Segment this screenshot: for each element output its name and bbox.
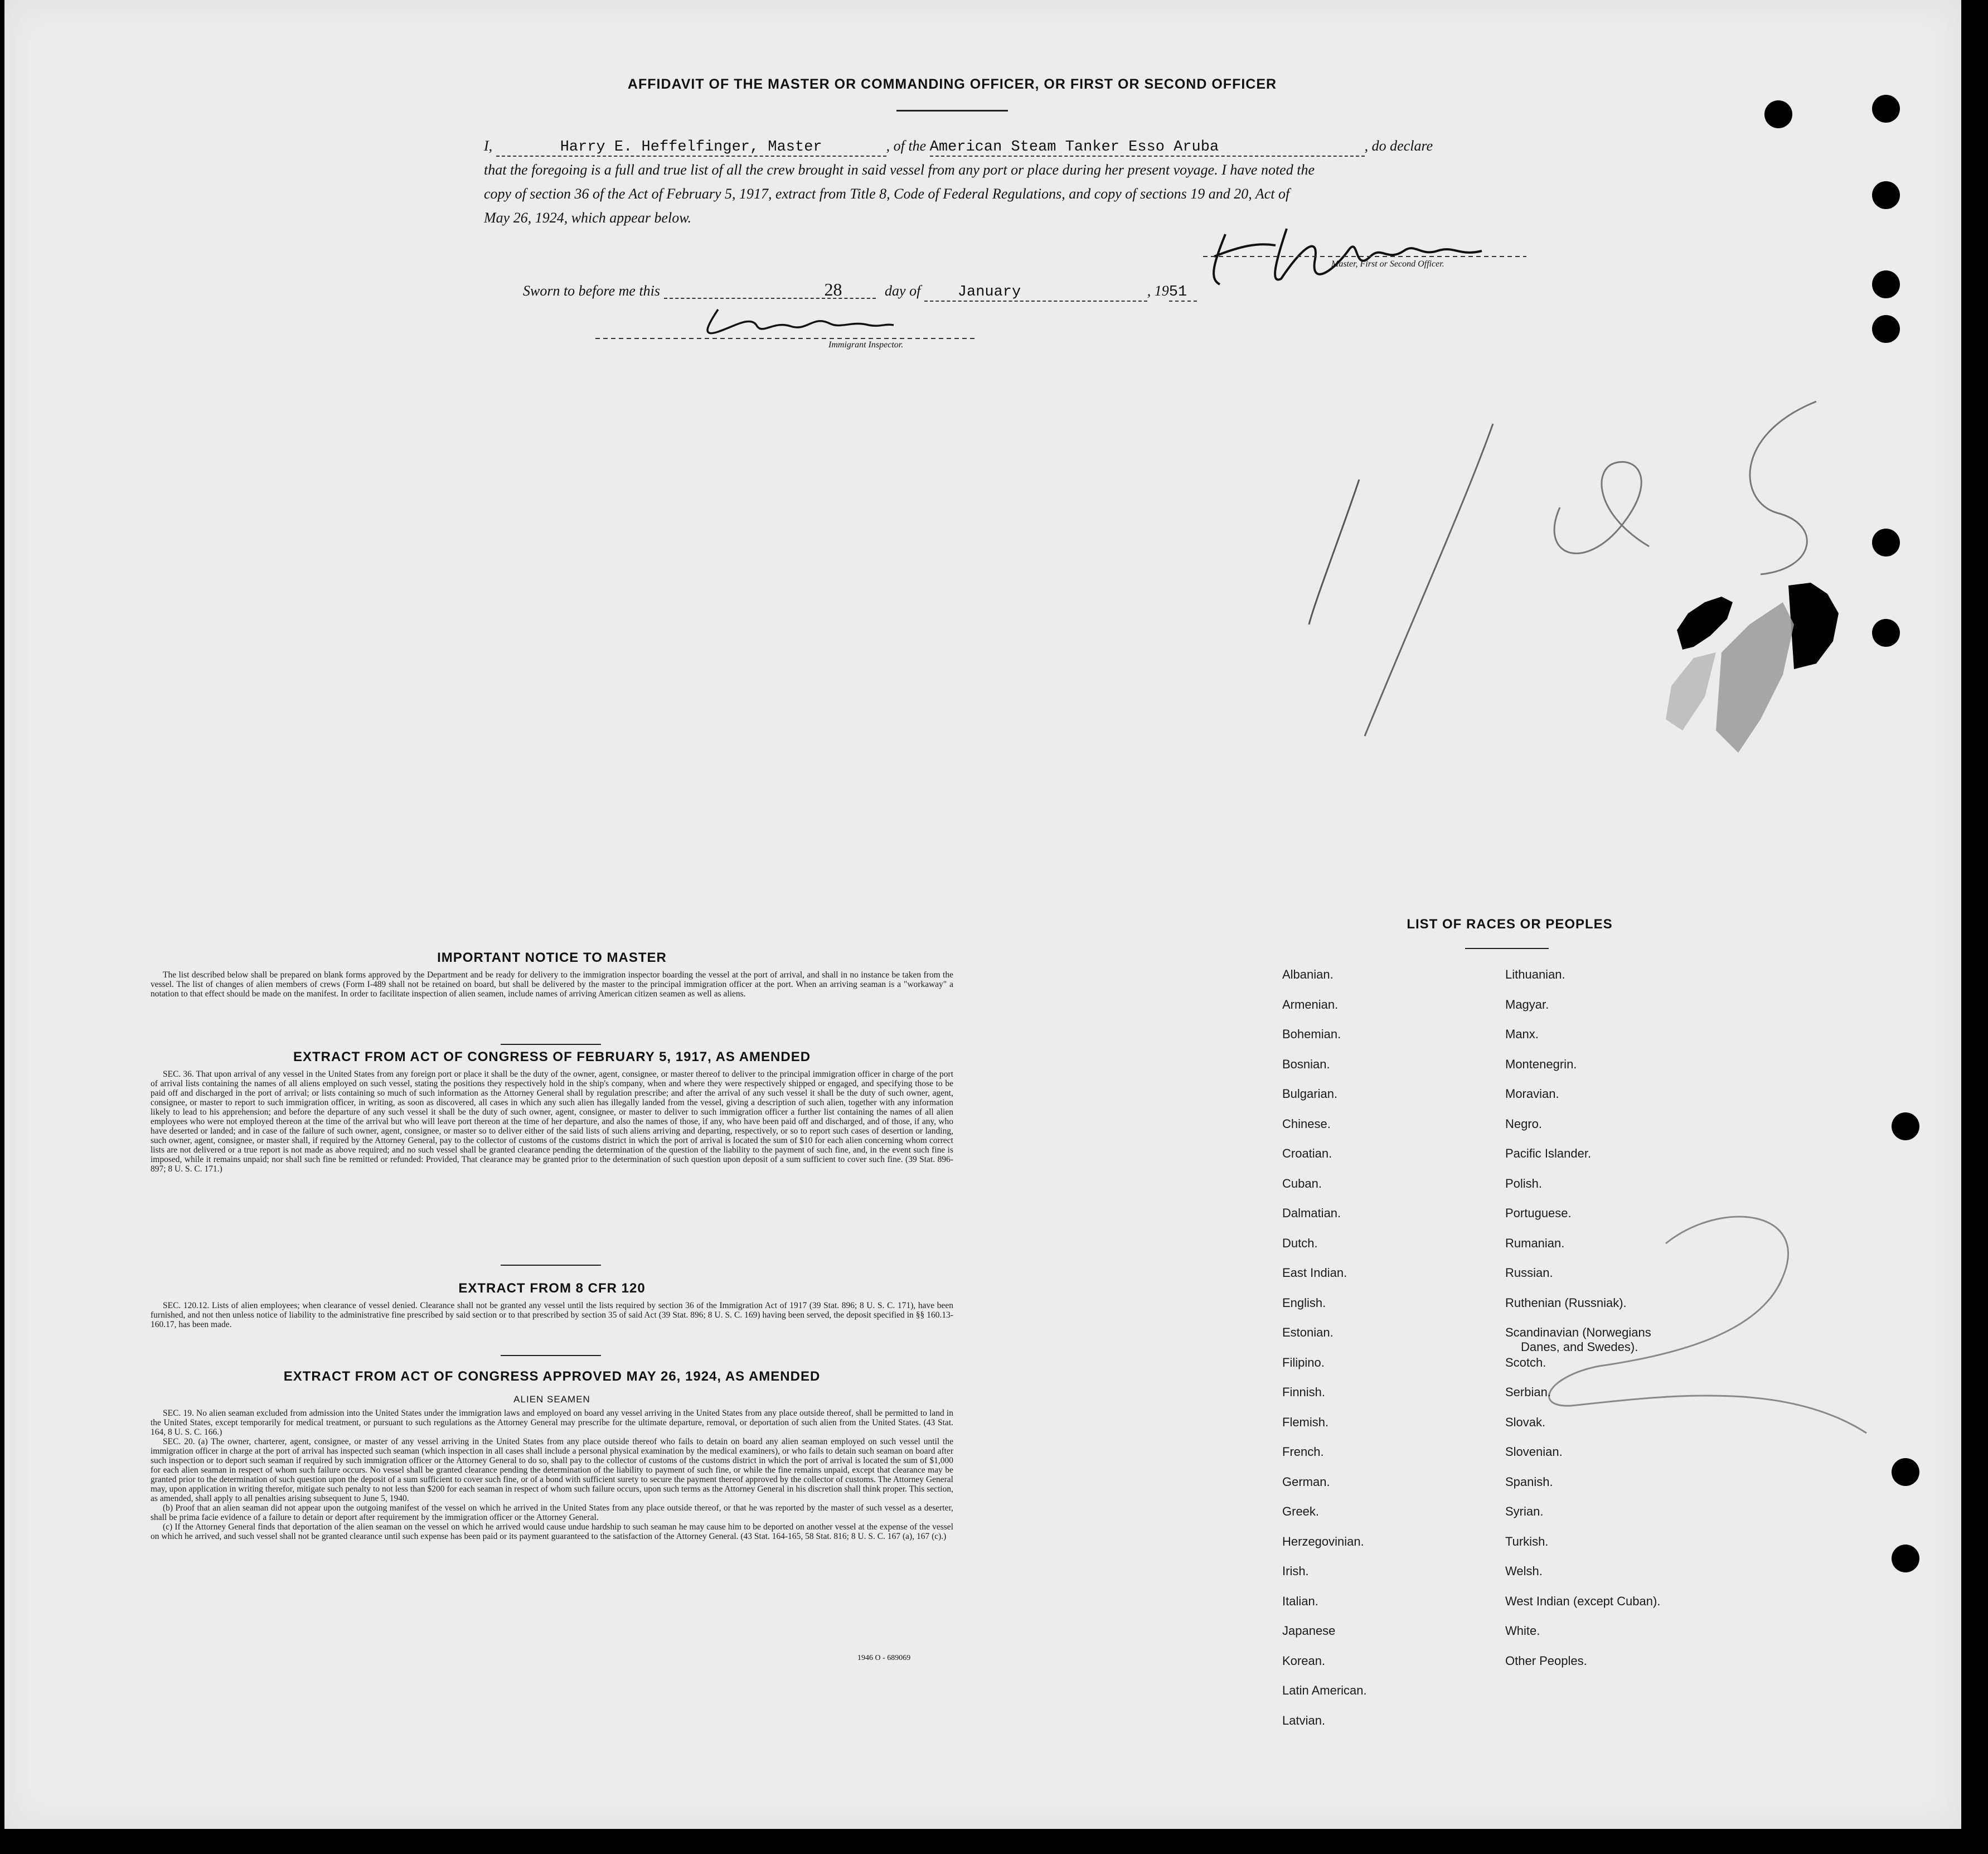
race-item: West Indian (except Cuban). [1505, 1594, 1661, 1608]
race-item: Latvian. [1282, 1713, 1326, 1727]
race-item: Irish. [1282, 1564, 1309, 1578]
race-item: Welsh. [1505, 1564, 1543, 1578]
race-item: Bosnian. [1282, 1057, 1330, 1071]
year-field: 51 [1169, 284, 1197, 302]
punch-hole [1872, 181, 1900, 209]
master-name-field: Harry E. Heffelfinger, Master [496, 139, 886, 157]
race-item: Scandinavian (Norwegians [1505, 1325, 1651, 1339]
extract-cfr-body [151, 1301, 953, 1329]
extract-1924-title: EXTRACT FROM ACT OF CONGRESS APPROVED MAY 26, 1924, AS AMENDED [283, 1369, 821, 1384]
race-item: Russian. [1505, 1266, 1553, 1280]
race-item: Montenegrin. [1505, 1057, 1577, 1071]
sec36-text: SEC. 36. That upon arrival of any vessel in the United States from any foreign port or place it shall be the duty of the owner, agent, consignee, or master thereof to deliver to the principal immigration officer in charge of the port of arrival lists containing the names of all aliens employed on such vessel, stating the positions they respectively hold in the ship's company, when and where they were respectively shipped or engaged, and specifying those to be paid off and discharged in the port of arrival; or lists containing so much of such information as the Attorney General shall by regulation prescribe; and after the arrival of any such vessel it shall be the duty of such owner, agent, consignee, or master to report to such immigration officer, in writing, as soon as discovered, all cases in which any such alien has illegally landed from the vessel, giving a description of such alien, together with any information likely to lead to his apprehension; and before the departure of any such vessel it shall be the duty of such owner, agent, consignee, or master to deliver to such immigration officer a further list containing the names of all alien employees who were not employed thereon at the time of the arrival but who will leave port thereon at the time of her departure, and also the names of those, if any, who have been paid off and discharged, and of those, if any, who have deserted or landed; and in case of the failure of such owner, agent, consignee, or master so to deliver either of the said lists of such aliens arriving and departing, respectively, or so to report such cases of desertion or landing, such owner, agent, consignee, or master shall, if required by the Attorney General, pay to the collector of customs of the customs district in which the port of arrival is located the sum of $10 for each alien concerning whom correct lists are not delivered or a true report is not made as above required; and no such vessel shall be granted clearance pending the determination of the question of the liability to the payment of such fine, and, in the event such fine is imposed, while it remains unpaid; nor shall such fine be remitted or refunded: Provided, That clearance may be granted prior to the determination of such question upon deposit of a sum sufficient to cover such fine. (39 Stat. 896-897; 8 U. S. C. 171.) [151, 1069, 953, 1174]
document-page [4, 0, 1961, 1829]
race-item: Turkish. [1505, 1534, 1549, 1548]
race-item: Portuguese. [1505, 1206, 1572, 1220]
race-item: English. [1282, 1295, 1326, 1310]
race-item: East Indian. [1282, 1266, 1347, 1280]
punch-hole [1892, 1545, 1919, 1572]
race-item: Moravian. [1505, 1087, 1559, 1101]
race-item: Negro. [1505, 1116, 1543, 1131]
race-item: Spanish. [1505, 1474, 1553, 1489]
affidavit-line-2: that the foregoing is a full and true list of all the crew brought in said vessel from any port or place during her present voyage. I have noted the [484, 162, 1315, 178]
seal-stamp [1638, 552, 1872, 775]
race-item: White. [1505, 1624, 1540, 1638]
extract-1917-title: EXTRACT FROM ACT OF CONGRESS OF FEBRUARY 5, 1917, AS AMENDED [293, 1049, 811, 1064]
race-item: Korean. [1282, 1653, 1326, 1668]
sec20a-text: SEC. 20. (a) The owner, charterer, agent, consignee, or master of any vessel arriving in the United States from any place outside thereof who fails to detain on board any alien seaman employed on such vessel until the immigration officer in charge at the port of arrival has inspected such seaman (which inspection in all cases shall include a personal physical examination by the medical examiners), or who fails to detain such seaman on board after such inspection or to deport such seaman if required by such immigration officer or the Attorney General to do so, shall pay to the collector of customs of the customs district in which the port of arrival is located the sum of $1,000 for each alien seaman in respect of whom such failure occurs. No vessel shall be granted clearance pending the determination of the liability to payment of such fine, or while the fine remains unpaid, except that clearance may be granted prior to the determination of such question upon the deposit of a sum sufficient to cover such fine, or of a bond with sufficient surety to secure the payment thereof approved by the collector of customs. The Attorney General may, upon application in writing therefor, mitigate such penalty to not less than $200 for each seaman in respect of whom such failure occurs, upon such terms as the Attorney General in his discretion shall think proper. This section, as amended, shall apply to all penalties arising subsequent to June 5, 1940. [151, 1437, 953, 1503]
pre-name: I, [484, 138, 493, 154]
alien-seamen-subtitle: ALIEN SEAMEN [513, 1394, 590, 1405]
race-item: Manx. [1505, 1027, 1539, 1041]
extract-cfr-title: EXTRACT FROM 8 CFR 120 [458, 1281, 646, 1296]
divider [501, 1044, 601, 1045]
extract-1924-body [151, 1408, 953, 1541]
sworn-label: Sworn to before me this [523, 283, 661, 299]
divider [501, 1355, 601, 1356]
punch-hole [1892, 1458, 1919, 1486]
race-item: Armenian. [1282, 997, 1339, 1011]
signature-caption: Master, First or Second Officer. [1331, 259, 1444, 269]
race-item: Flemish. [1282, 1415, 1329, 1429]
punch-hole [1872, 95, 1900, 123]
race-item: Other Peoples. [1505, 1653, 1587, 1668]
race-item: Japanese [1282, 1624, 1336, 1638]
race-item: French. [1282, 1445, 1324, 1459]
affidavit-line-4: May 26, 1924, which appear below. [484, 210, 692, 226]
race-item: Bulgarian. [1282, 1087, 1338, 1101]
sec120-text: SEC. 120.12. Lists of alien employees; when clearance of vessel denied. Clearance shall not be granted any vessel until the lists required by section 36 of the Immigration Act of 1917 (39 Stat. 896; 8 U. S. C. 171), have been furnished, and not then unless notice of liability to the administrative fine prescribed by said section or to that prescribed by section 35 of said Act (39 Stat. 896; 8 U. S. C. 169) having been served, the deposit specified in §§ 160.13-160.17, has been made. [151, 1301, 953, 1329]
race-item: Dutch. [1282, 1236, 1318, 1250]
title-underline [896, 110, 1008, 112]
do-declare-label: , do declare [1364, 138, 1433, 154]
notice-text: The list described below shall be prepared on blank forms approved by the Department and be ready for delivery to the immigration inspector boarding the vessel at the port of arrival, and shall in no instance be taken from the vessel. The list of changes of alien members of crews (Form I-489 shall not be retained on board, but shall be delivered by the master to the principal immigration officer at the port. When an arriving seaman is a "workaway" a notation to that effect should be made on the manifest. In order to facilitate inspection of alien seamen, include names of arriving American citizen seamen as well as aliens. [151, 970, 953, 999]
of-the-label: , of the [886, 138, 927, 154]
race-item: German. [1282, 1474, 1330, 1489]
sec20c-text: (c) If the Attorney General finds that deportation of the alien seaman on the vessel on which he arrived would cause undue hardship to such seaman he may cause him to be deported on another vessel at the expense of the vessel on which he arrived, and such vessel shall not be granted clearance until such expense has been paid or its payment guaranteed to the satisfaction of the Attorney General. (43 Stat. 164-165, 58 Stat. 816; 8 U. S. C. 167 (a), 167 (c).) [151, 1522, 953, 1541]
extract-1917-body [151, 1069, 953, 1174]
race-item: Serbian. [1505, 1385, 1551, 1399]
notice-title: IMPORTANT NOTICE TO MASTER [437, 950, 667, 965]
races-title: LIST OF RACES OR PEOPLES [1407, 917, 1613, 932]
race-item: Albanian. [1282, 967, 1334, 981]
race-item: Magyar. [1505, 997, 1549, 1011]
race-item: Slovak. [1505, 1415, 1546, 1429]
race-item: Dalmatian. [1282, 1206, 1341, 1220]
race-item: Greek. [1282, 1504, 1320, 1518]
punch-hole [1764, 100, 1792, 128]
race-item: Syrian. [1505, 1504, 1544, 1518]
day-field: 28 [664, 281, 876, 299]
affidavit-title: AFFIDAVIT OF THE MASTER OR COMMANDING OFFICER, OR FIRST OR SECOND OFFICER [627, 76, 1277, 92]
race-item: Danes, and Swedes). [1521, 1340, 1638, 1354]
inspector-caption: Immigrant Inspector. [828, 340, 904, 350]
race-item: Cuban. [1282, 1176, 1322, 1190]
race-item: Croatian. [1282, 1146, 1332, 1160]
master-signature [1192, 212, 1538, 301]
race-item: Filipino. [1282, 1355, 1325, 1369]
punch-hole [1872, 315, 1900, 343]
race-item: Scotch. [1505, 1355, 1546, 1369]
race-item: Italian. [1282, 1594, 1318, 1608]
race-item: Lithuanian. [1505, 967, 1565, 981]
race-item: Finnish. [1282, 1385, 1326, 1399]
inspector-signature [590, 304, 980, 346]
sec19-text: SEC. 19. No alien seaman excluded from admission into the United States under the immigration laws and employed on board any vessel arriving in the United States from any place outside thereof, shall be permitted to land in the United States, except temporarily for medical treatment, or pursuant to such regulations as the Attorney General may prescribe for the ultimate departure, removal, or deportation of such alien from the United States. (43 Stat. 164, 8 U. S. C. 166.) [151, 1408, 953, 1437]
race-item: Rumanian. [1505, 1236, 1565, 1250]
year-prefix: , 19 [1147, 283, 1169, 299]
print-code: 1946 O - 689069 [857, 1654, 911, 1662]
affidavit-line-3: copy of section 36 of the Act of February 5, 1917, extract from Title 8, Code of Federal Regulations, and copy of sections 19 and 20, Act of [484, 186, 1290, 202]
sec20b-text: (b) Proof that an alien seaman did not appear upon the outgoing manifest of the vessel on which he arrived in the United States from any place outside thereof, or that he was reported by the master of such vessel as a deserter, shall be prima facie evidence of a failure to detain or deport after requirement by the immigration officer or the Attorney General. [151, 1503, 953, 1522]
race-item: Estonian. [1282, 1325, 1334, 1339]
day-of-label: day of [885, 283, 921, 299]
race-item: Herzegovinian. [1282, 1534, 1364, 1548]
race-item: Bohemian. [1282, 1027, 1341, 1041]
race-item: Slovenian. [1505, 1445, 1563, 1459]
sworn-line [523, 279, 1197, 303]
divider [501, 1265, 601, 1266]
punch-hole [1872, 270, 1900, 298]
race-item: Pacific Islander. [1505, 1146, 1592, 1160]
race-item: Chinese. [1282, 1116, 1331, 1131]
month-field: January [924, 284, 1147, 302]
punch-hole [1892, 1112, 1919, 1140]
race-item: Latin American. [1282, 1683, 1367, 1697]
race-item: Ruthenian (Russniak). [1505, 1295, 1627, 1310]
notice-body [151, 970, 953, 999]
races-underline [1465, 948, 1549, 949]
vessel-name-field: American Steam Tanker Esso Aruba [930, 139, 1365, 157]
race-item: Polish. [1505, 1176, 1543, 1190]
